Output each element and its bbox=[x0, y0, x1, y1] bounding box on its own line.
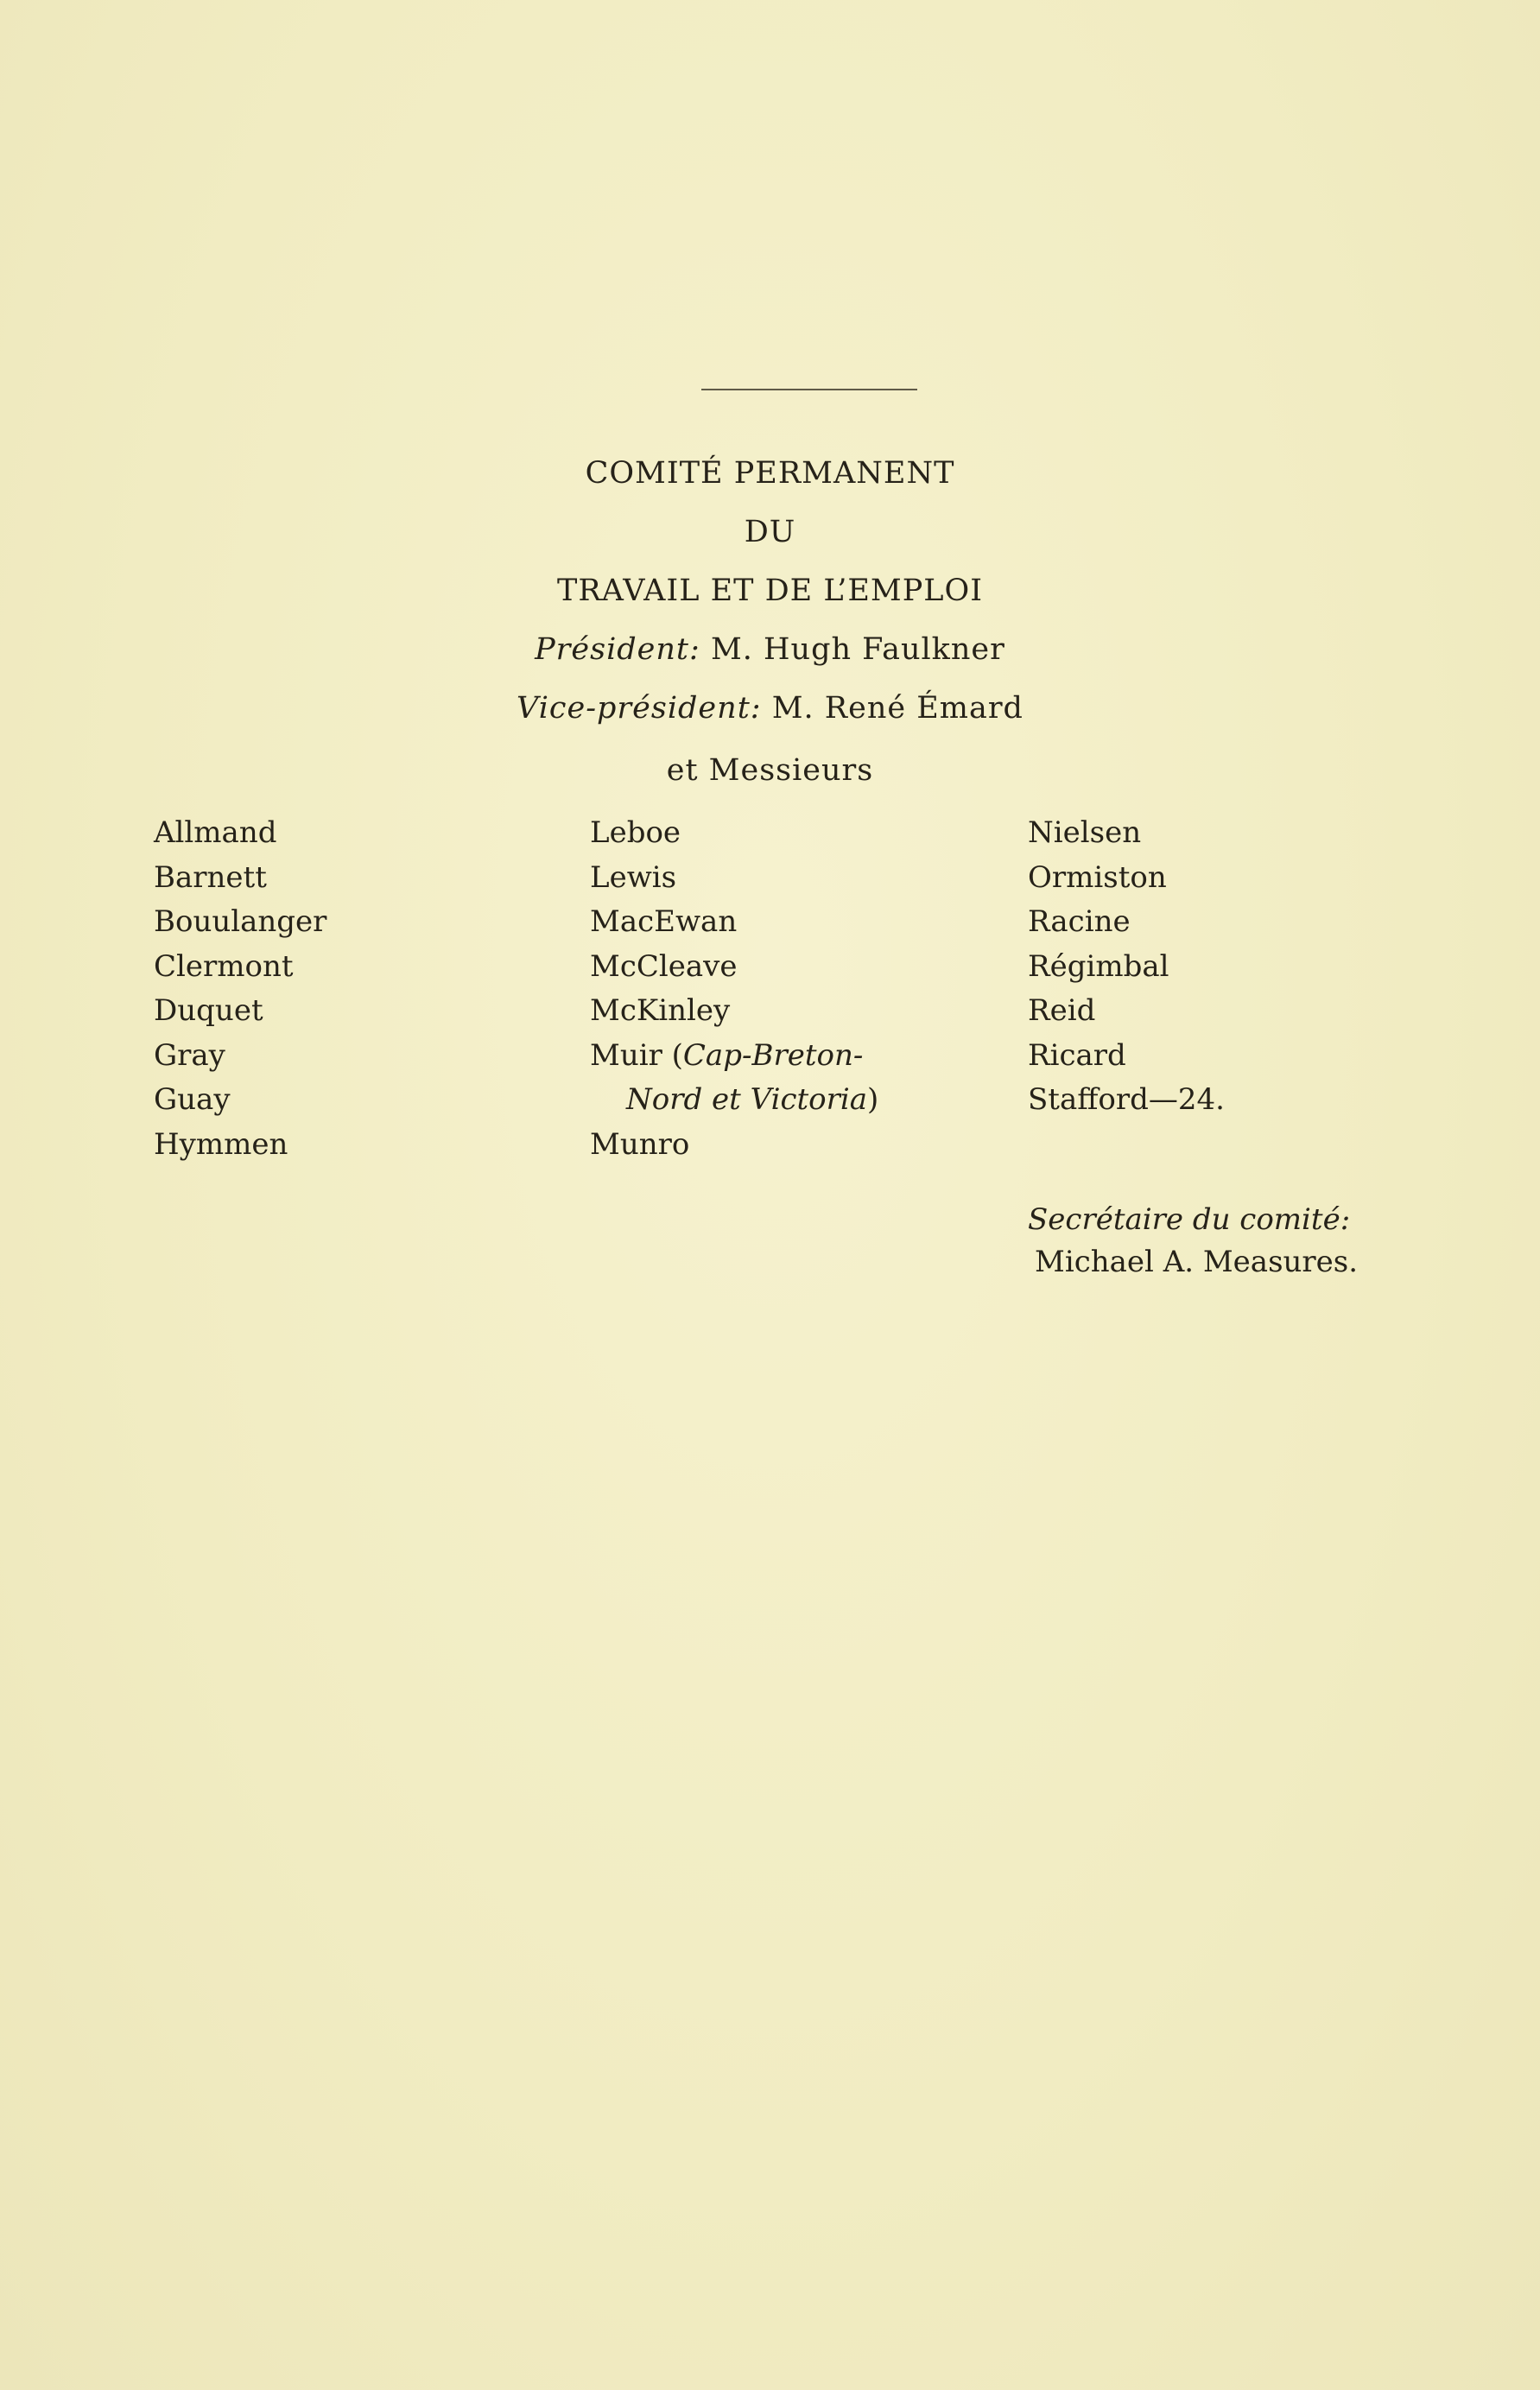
members-column-1 bbox=[154, 811, 326, 1167]
muir-name: Muir ( bbox=[590, 1037, 683, 1073]
member-name: Barnett bbox=[154, 859, 267, 895]
vice-president-name: M. René Émard bbox=[771, 691, 1023, 726]
member-name: MacEwan bbox=[590, 904, 738, 939]
muir-close: ) bbox=[867, 1082, 879, 1117]
heading-line-1: COMITÉ PERMANENT bbox=[585, 456, 955, 491]
member-name: Guay bbox=[154, 1082, 231, 1117]
member-name: Duquet bbox=[154, 993, 263, 1028]
member-name: Ricard bbox=[1028, 1037, 1126, 1073]
top-rule bbox=[701, 389, 917, 390]
member-name: Munro bbox=[590, 1126, 690, 1162]
muir-riding-1: Cap-Breton- bbox=[682, 1037, 864, 1073]
president-label: Président: bbox=[535, 632, 700, 667]
member-name: Régimbal bbox=[1028, 948, 1169, 984]
member-name: Racine bbox=[1028, 904, 1131, 939]
member-name: Lewis bbox=[590, 859, 677, 895]
member-name: Clermont bbox=[154, 948, 294, 984]
muir-riding-2: Nord et Victoria bbox=[626, 1082, 868, 1117]
member-name: Bouulanger bbox=[154, 904, 327, 939]
president-line bbox=[0, 632, 1540, 667]
member-name: Ormiston bbox=[1028, 859, 1167, 895]
members-column-2 bbox=[590, 811, 878, 1167]
heading-line-2: DU bbox=[744, 515, 796, 549]
et-messieurs: et Messieurs bbox=[666, 753, 874, 788]
secretary-label: Secrétaire du comité: bbox=[1028, 1202, 1351, 1237]
secretary-name: Michael A. Measures. bbox=[1035, 1245, 1359, 1279]
member-name: McKinley bbox=[590, 993, 731, 1028]
member-name: McCleave bbox=[590, 948, 738, 984]
vice-president-line bbox=[0, 691, 1540, 726]
member-muir bbox=[590, 1034, 878, 1079]
member-name: Leboe bbox=[590, 815, 681, 850]
vice-president-label: Vice-président: bbox=[517, 691, 762, 726]
member-muir-continued bbox=[590, 1078, 878, 1123]
heading-line-3: TRAVAIL ET DE L’EMPLOI bbox=[556, 574, 984, 608]
member-name: Stafford—24. bbox=[1028, 1082, 1225, 1117]
member-name: Nielsen bbox=[1028, 815, 1142, 850]
member-name: Hymmen bbox=[154, 1126, 288, 1162]
member-name: Gray bbox=[154, 1037, 225, 1073]
member-name: Reid bbox=[1028, 993, 1096, 1028]
president-name: M. Hugh Faulkner bbox=[710, 632, 1005, 667]
members-column-3 bbox=[1028, 811, 1225, 1123]
member-name: Allmand bbox=[154, 815, 277, 850]
